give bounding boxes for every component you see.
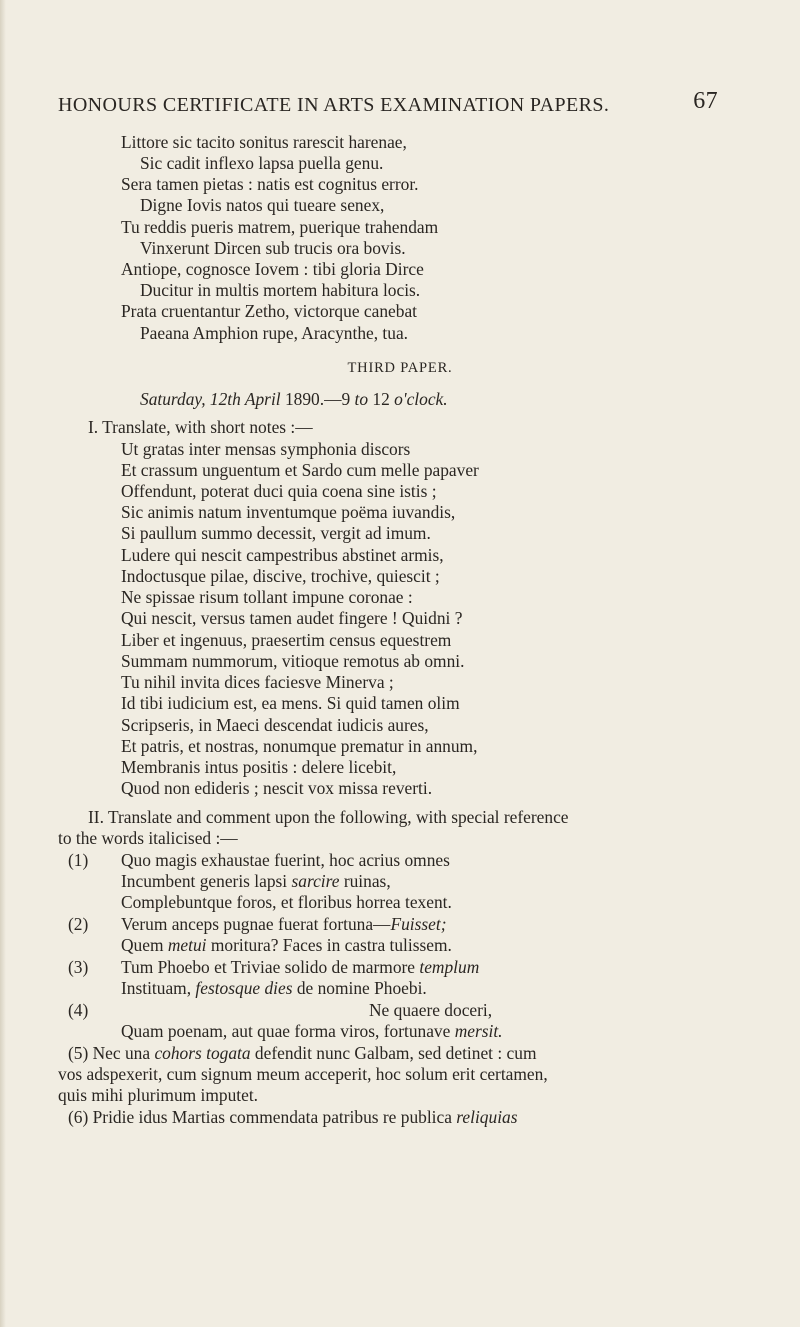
verse-line: Paeana Amphion rupe, Aracynthe, tua. xyxy=(140,323,409,343)
verse-line: Si paullum summo decessit, vergit ad imum. xyxy=(121,523,431,543)
verse-line: Complebuntque foros, et floribus horrea texent. xyxy=(121,892,452,912)
prose-line xyxy=(68,1106,518,1128)
italic-word: mersit. xyxy=(454,1021,503,1041)
date-end-time: 12 xyxy=(368,389,395,409)
date-oclock: o'clock. xyxy=(394,389,448,409)
prose-line: vos adspexerit, cum signum meum acceperit, hoc solum erit certamen, xyxy=(58,1064,548,1084)
verse-line: Offendunt, poterat duci quia coena sine istis ; xyxy=(121,481,437,501)
verse-line: Scripseris, in Maeci descendat iudicis aures, xyxy=(121,715,429,735)
verse-line: Liber et ingenuus, praesertim census equestrem xyxy=(121,630,452,650)
page-number: 67 xyxy=(693,88,718,114)
verse-line: Vinxerunt Dircen sub trucis ora bovis. xyxy=(140,238,406,258)
verse-line: Littore sic tacito sonitus rarescit harenae, xyxy=(121,132,407,152)
verse-line: Summam nummorum, vitioque remotus ab omni. xyxy=(121,651,465,671)
running-title: HONOURS CERTIFICATE IN ARTS EXAMINATION PAPERS. xyxy=(58,94,610,116)
text-run: (6) Pridie idus Martias commendata patribus re publica xyxy=(68,1107,457,1127)
question-1-heading: I. Translate, with short notes :— xyxy=(88,417,313,437)
italic-word: Fuisset; xyxy=(390,914,447,934)
text-run: Incumbent generis lapsi xyxy=(121,871,292,891)
verse-line: Quod non edideris ; nescit vox missa reverti. xyxy=(121,778,433,798)
verse-line xyxy=(121,977,427,999)
verse-line: Id tibi iudicium est, ea mens. Si quid tamen olim xyxy=(121,693,460,713)
verse-line: Qui nescit, versus tamen audet fingere ! Quidni ? xyxy=(121,608,463,628)
passage-number: (4) xyxy=(68,1000,89,1020)
verse-line xyxy=(121,870,391,892)
verse-line: Digne Iovis natos qui tueare senex, xyxy=(140,195,385,215)
italic-word: templum xyxy=(419,957,480,977)
date-to: to xyxy=(354,389,369,409)
verse-line: Sera tamen pietas : natis est cognitus error. xyxy=(121,174,419,194)
verse-line: Tu reddis pueris matrem, puerique trahendam xyxy=(121,217,439,237)
verse-line: Ne spissae risum tollant impune coronae : xyxy=(121,587,413,607)
text-run: moritura? Faces in castra tulissem. xyxy=(206,935,452,955)
italic-word: sarcire xyxy=(291,871,340,891)
italic-word: reliquias xyxy=(456,1107,518,1127)
text-run: (5) Nec una xyxy=(68,1043,155,1063)
text-run: ruinas, xyxy=(339,871,391,891)
passage-number: (3) xyxy=(68,957,89,977)
text-run: Instituam, xyxy=(121,978,196,998)
italic-word: cohors togata xyxy=(154,1043,251,1063)
verse-line: Et crassum unguentum et Sardo cum melle papaver xyxy=(121,460,479,480)
passage-number: (2) xyxy=(68,914,89,934)
date-year-time: 1890.—9 xyxy=(280,389,355,409)
prose-line xyxy=(68,1042,536,1064)
date-date: 12th April xyxy=(209,389,281,409)
date-line xyxy=(140,388,448,410)
verse-line: Ut gratas inter mensas symphonia discors xyxy=(121,439,411,459)
running-header xyxy=(58,88,718,117)
prose-line: quis mihi plurimum imputet. xyxy=(58,1085,258,1105)
verse-line: Ne quaere doceri, xyxy=(369,1000,493,1020)
verse-line: Ducitur in multis mortem habitura locis. xyxy=(140,280,421,300)
italic-word: metui xyxy=(167,935,207,955)
text-run: Quem xyxy=(121,935,168,955)
verse-line: Membranis intus positis : delere licebit, xyxy=(121,757,397,777)
verse-line: Ludere qui nescit campestribus abstinet armis, xyxy=(121,545,444,565)
verse-line: Indoctusque pilae, discive, trochive, quiescit ; xyxy=(121,566,440,586)
question-2-heading: II. Translate and comment upon the following, with special reference xyxy=(88,807,569,827)
text-run: Quam poenam, aut quae forma viros, fortunave xyxy=(121,1021,455,1041)
text-run: defendit nunc Galbam, sed detinet : cum xyxy=(250,1043,537,1063)
text-run: Verum anceps pugnae fuerat fortuna— xyxy=(121,914,391,934)
verse-line: Prata cruentantur Zetho, victorque canebat xyxy=(121,301,417,321)
section-title: THIRD PAPER. xyxy=(347,360,453,376)
verse-line xyxy=(121,934,452,956)
question-2-heading-cont: to the words italicised :— xyxy=(58,828,238,848)
date-day: Saturday, xyxy=(140,389,206,409)
verse-line: Antiope, cognosce Iovem : tibi gloria Dirce xyxy=(121,259,424,279)
verse-line: Quo magis exhaustae fuerint, hoc acrius omnes xyxy=(121,850,450,870)
verse-line: Et patris, et nostras, nonumque prematur in annum, xyxy=(121,736,478,756)
page-binding-shadow xyxy=(0,0,6,1327)
text-run: Tum Phoebo et Triviae solido de marmore xyxy=(121,957,420,977)
passage-number: (1) xyxy=(68,850,89,870)
text-run: de nomine Phoebi. xyxy=(292,978,427,998)
verse-line xyxy=(121,956,479,978)
verse-line: Sic cadit inflexo lapsa puella genu. xyxy=(140,153,384,173)
verse-line xyxy=(121,1020,503,1042)
verse-line: Sic animis natum inventumque poëma iuvandis, xyxy=(121,502,456,522)
italic-word: festosque dies xyxy=(195,978,293,998)
verse-line: Tu nihil invita dices faciesve Minerva ; xyxy=(121,672,394,692)
verse-line xyxy=(121,913,446,935)
